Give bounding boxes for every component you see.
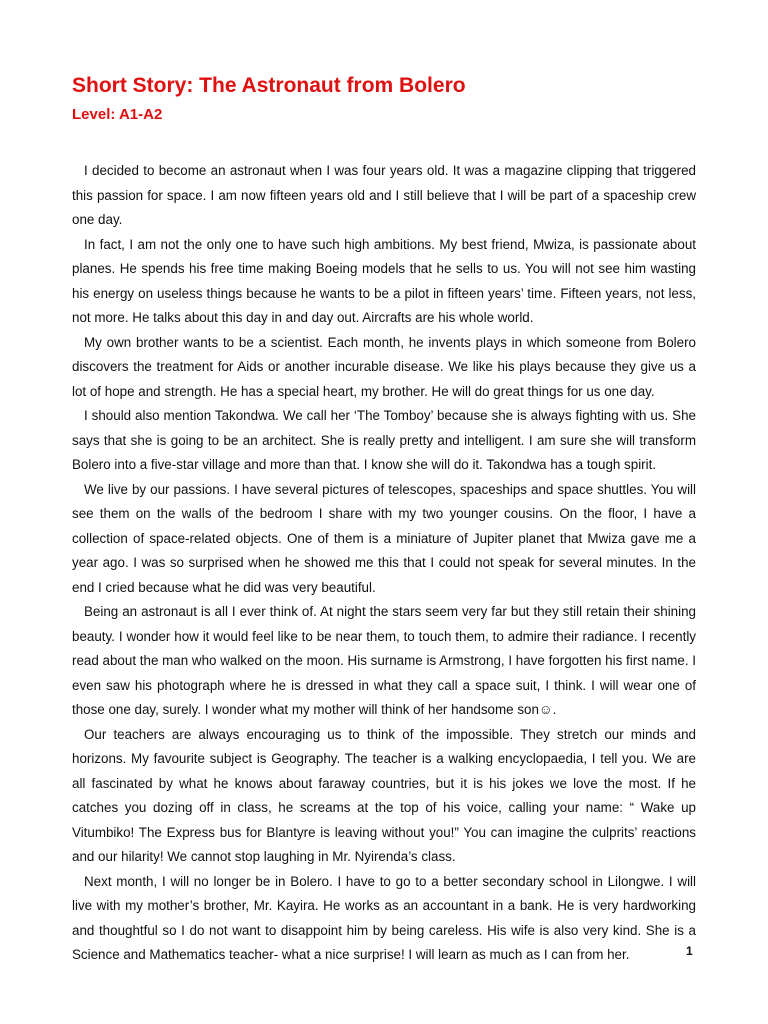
paragraph: In fact, I am not the only one to have such high ambitions. My best friend, Mwiza, is passionate about planes. He spends his free time making Boeing models that he sells to us. You will not see him wasting his energy on useless things because he wants to be a pilot in fifteen years’ time. Fifteen years, not less, not more. He talks about this day in and day out. Aircrafts are his whole world. [72,236,696,325]
paragraph: I decided to become an astronaut when I was four years old. It was a magazine clipping that triggered this passion for space. I am now fifteen years old and I still believe that I will be part of a spaceship crew one day. [72,163,696,227]
paragraph: Being an astronaut is all I ever think of. At night the stars seem very far but they still retain their shining beauty. I wonder how it would feel like to be near them, to touch them, to admire their radiance. I recently read about the man who walked on the moon. His surname is Armstrong, I have forgotten his first name. I even saw his photograph where he is dressed in what they call a space suit, I think. I will wear one of those one day, surely. I wonder what my mother will think of her handsome son☺. [72,604,696,717]
paragraph: We live by our passions. I have several pictures of telescopes, spaceships and space shuttles. You will see them on the walls of the bedroom I share with my two younger cousins. On the floor, I have a collection of space-related objects. One of them is a miniature of Jupiter planet that Mwiza gave me a year ago. I was so surprised when he showed me this that I could not speak for several minutes. In the end I cried because what he did was very beautiful. [72,481,696,595]
story-body [72,159,696,968]
paragraph: Our teachers are always encouraging us to think of the impossible. They stretch our minds and horizons. My favourite subject is Geography. The teacher is a walking encyclopaedia, I tell you. We are all fascinated by what he knows about faraway countries, but it is his jokes we love the most. If he catches you dozing off in class, he screams at the top of his voice, calling your name: “ Wake up Vitumbiko! The Express bus for Blantyre is leaving without you!” You can imagine the culprits’ reactions and our hilarity! We cannot stop laughing in Mr. Nyirenda’s class. [72,726,696,864]
paragraph: I should also mention Takondwa. We call her ‘The Tomboy’ because she is always fighting with us. She says that she is going to be an architect. She is really pretty and intelligent. I am sure she will transform Bolero into a five-star village and more than that. I know she will do it. Takondwa has a tough spirit. [72,408,696,472]
paragraph: My own brother wants to be a scientist. Each month, he invents plays in which someone from Bolero discovers the treatment for Aids or another incurable disease. We like his plays because they give us a lot of hope and strength. He has a special heart, my brother. He will do great things for us one day. [72,334,696,399]
page-number: 1 [686,944,693,958]
level-label: Level: A1-A2 [72,106,163,123]
paragraph: Next month, I will no longer be in Bolero. I have to go to a better secondary school in Lilongwe. I will live with my mother’s brother, Mr. Kayira. He works as an accountant in a bank. He is very hardworking and thoughtful so I do not want to disappoint him by being careless. His wife is also very kind. She is a Science and Mathematics teacher- what a nice surprise! I will learn as much as I can from her. [72,873,696,962]
story-title: Short Story: The Astronaut from Bolero [72,74,466,97]
